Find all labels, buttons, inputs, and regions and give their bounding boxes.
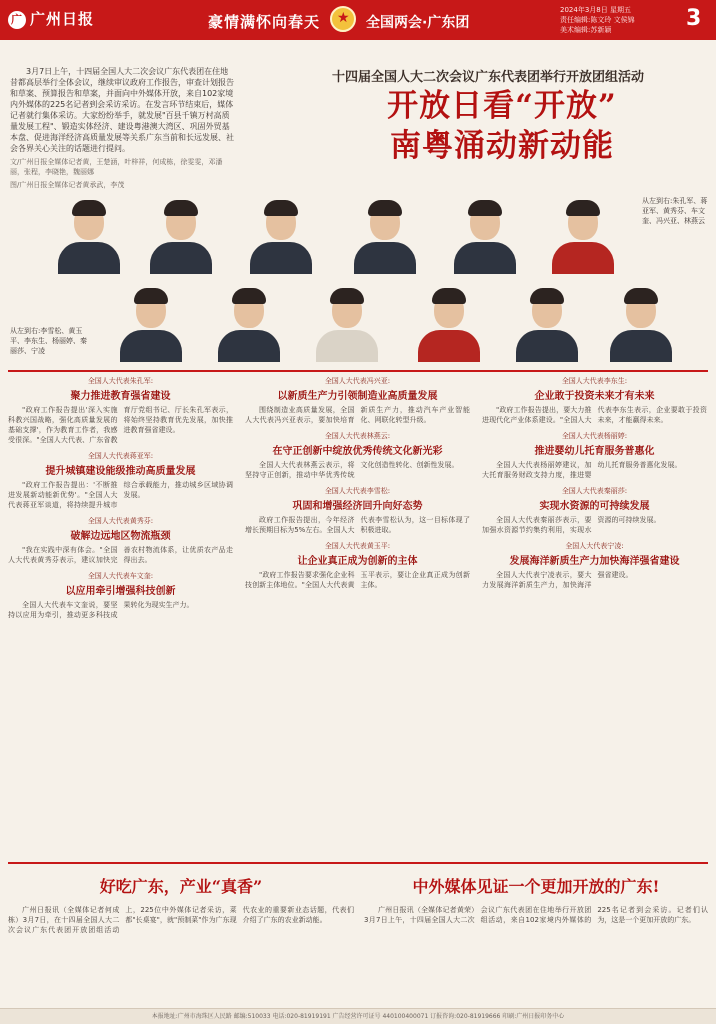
- story-title: 巩固和增强经济回升向好态势: [292, 501, 423, 512]
- story[interactable]: [8, 571, 233, 620]
- story-column: [8, 376, 233, 844]
- portrait-photo[interactable]: [512, 286, 582, 362]
- page-number: 3: [686, 6, 702, 31]
- story[interactable]: [245, 431, 470, 480]
- story-title: 发展海洋新质生产力加快海洋强省建设: [509, 556, 680, 567]
- headline-line-2: 南粤涌动新动能: [390, 128, 614, 164]
- story-byline: 全国人大代表蒋亚军:: [87, 452, 154, 460]
- story[interactable]: [245, 376, 470, 425]
- bottom-story-title: 中外媒体见证一个更加开放的广东!: [412, 877, 660, 896]
- story-column: [482, 376, 707, 844]
- story-text: 全国人大代表秦丽莎表示，要加强水资源节约集约利用，实现水资源的可持续发展。: [482, 516, 661, 534]
- story-byline: 全国人大代表车文奎:: [87, 572, 154, 580]
- story[interactable]: [245, 541, 470, 590]
- intro-block: [10, 66, 236, 190]
- art-editor-line: 美术编辑:苏新颖: [560, 26, 612, 34]
- story[interactable]: [8, 376, 233, 445]
- headline-line-1: 开放日看“开放”: [387, 88, 617, 124]
- section-divider: [8, 370, 708, 372]
- story-byline: 全国人大代表朱孔军:: [87, 377, 154, 385]
- story-text: 全国人大代表宁凌表示，要大力发展海洋新质生产力，加快海洋强省建设。: [482, 571, 633, 589]
- section-name: 全国两会·广东团: [366, 15, 470, 31]
- portrait-photo[interactable]: [146, 198, 216, 274]
- story-title: 在守正创新中绽放优秀传统文化新光彩: [272, 446, 443, 457]
- stories-area: [8, 376, 708, 844]
- date-line: 2024年3月8日 星期五: [560, 6, 631, 14]
- subheadline: 十四届全国人大二次会议广东代表团举行开放团组活动: [331, 70, 644, 85]
- page-footer: 本报地址:广州市海珠区人民路 邮编:510033 电话:020-81919191 广告经营许可证号 440100400071 订报咨询:020-81919666 印刷:广州日报印务中心: [0, 1008, 716, 1024]
- masthead: [0, 0, 716, 40]
- portrait-photo[interactable]: [606, 286, 676, 362]
- story[interactable]: [8, 451, 233, 510]
- story-byline: 全国人大代表李雪松:: [324, 487, 391, 495]
- bottom-story-right[interactable]: [364, 874, 708, 1004]
- story[interactable]: [245, 486, 470, 535]
- bottom-story-title: 好吃广东，产业“真香”: [99, 877, 263, 896]
- portrait-photo[interactable]: [450, 198, 520, 274]
- story[interactable]: [482, 376, 707, 425]
- story-text: "政府工作报告要求强化企业科技创新主体地位。"全国人大代表黄玉平表示，要让企业真正成为创新主体。: [245, 571, 470, 589]
- portrait-photo[interactable]: [54, 198, 124, 274]
- main-headline: [302, 86, 702, 166]
- section-divider: [8, 862, 708, 864]
- story[interactable]: [482, 486, 707, 535]
- slogan: 豪情满怀向春天: [208, 13, 321, 31]
- story-title: 企业敢于投资未来才有未来: [534, 391, 655, 402]
- bottom-story-text: 广州日报讯（全媒体记者黄荣）3月7日上午，十四届全国人大二次会议广东代表团在住地举行开放团组活动，来自102家境内外媒体的225名记者到会采访。记者们认为，这是一个更加开放的广东。: [364, 906, 708, 924]
- portrait-photo[interactable]: [246, 198, 316, 274]
- story-byline: 全国人大代表李东生:: [561, 377, 628, 385]
- portrait-photo[interactable]: [350, 198, 420, 274]
- story-text: 全国人大代表林燕云表示，将坚持守正创新，推动中华优秀传统文化创造性转化、创新性发展。: [245, 461, 459, 479]
- story-column: [245, 376, 470, 844]
- photo-caption-top: 从左到右:朱孔军、蒋亚军、黄秀芬、车文奎、冯兴亚、林燕云: [642, 197, 708, 225]
- logo-icon: 广: [8, 11, 26, 29]
- portrait-photo[interactable]: [414, 286, 484, 362]
- story-title: 实现水资源的可持续发展: [539, 501, 650, 512]
- story-title: 以应用牵引增强科技创新: [65, 586, 176, 597]
- story-title: 破解边远地区物流瓶颈: [70, 531, 171, 542]
- story-byline: 全国人大代表黄玉平:: [324, 542, 391, 550]
- story-text: "我在实践中深有体会。"全国人大代表黄秀芬表示，建议加快完善农村物流体系，让优质农产品走得出去。: [8, 546, 233, 564]
- logo-text: 广州日报: [30, 10, 95, 28]
- national-emblem-icon: [330, 6, 356, 32]
- bottom-stories: [8, 874, 708, 1004]
- story-text: "政府工作报告提出'深入实施科教兴国战略，强化高质量发展的基础支撑'，作为教育工作者，我感受很深。"全国人大代表、广东省教育厅党组书记、厅长朱孔军表示，将始终坚持教育优先发展，加快推进教育强省建设。: [8, 406, 233, 444]
- story-byline: 全国人大代表秦丽莎:: [561, 487, 628, 495]
- story-byline: 全国人大代表宁凌:: [565, 542, 624, 550]
- story-text: "政府工作报告提出：'不断推进发展新动能新优势'。"全国人大代表蒋亚军谈道，将持续提升城市综合承载能力，推动城乡区域协调发展。: [8, 481, 233, 509]
- story-byline: 全国人大代表黄秀芬:: [87, 517, 154, 525]
- story-title: 聚力推进教育强省建设: [70, 391, 171, 402]
- portrait-photo[interactable]: [116, 286, 186, 362]
- bottom-story-left[interactable]: [8, 874, 354, 1004]
- text-credit: 文/广州日报全媒体记者黄，王楚涵，叶梓祥，何成栋，徐雯雯，邓潘丽，张程，李晓艳，魏丽娜: [10, 158, 223, 176]
- photo-caption-bottom: 从左到右:李雪松、黄玉平、李东生、杨丽婷、秦丽莎、宁凌: [10, 327, 87, 355]
- story-text: 全国人大代表杨丽婷建议，加大托育服务财政支持力度，推进婴幼儿托育服务普惠化发展。: [482, 461, 682, 479]
- portrait-band: [0, 190, 716, 368]
- photo-credit: 图/广州日报全媒体记者黄承武，李茂: [10, 181, 125, 189]
- story-byline: 全国人大代表林燕云:: [324, 432, 391, 440]
- story-title: 让企业真正成为创新的主体: [297, 556, 418, 567]
- story-title: 提升城镇建设能级推动高质量发展: [45, 466, 196, 477]
- story[interactable]: [482, 541, 707, 590]
- story-text: 全国人大代表车文奎说，要坚持以应用为牵引，推动更多科技成果转化为现实生产力。: [8, 601, 194, 619]
- story-byline: 全国人大代表杨丽婷:: [561, 432, 628, 440]
- story-byline: 全国人大代表冯兴亚:: [324, 377, 391, 385]
- story-title: 推进婴幼儿托育服务普惠化: [534, 446, 655, 457]
- story-text: 围绕制造业高质量发展，全国人大代表冯兴亚表示，要加快培育新质生产力，推动汽车产业智能化、网联化转型升级。: [245, 406, 470, 424]
- bottom-story-text: 广州日报讯（全媒体记者何成栋）3月7日，在十四届全国人大二次会议广东代表团开放团组活动上，225位中外媒体记者采访，菜都"长桌宴"，就"预制菜"作为广东现代农业的重要新业态话题，代表们介绍了广东的农业新动能。: [8, 906, 354, 934]
- newspaper-logo[interactable]: [8, 8, 94, 29]
- story[interactable]: [8, 516, 233, 565]
- story-text: "政府工作报告提出，要大力推进现代化产业体系建设。"全国人大代表李东生表示，企业要敢于投资未来，才能赢得未来。: [482, 406, 707, 424]
- portrait-photo[interactable]: [214, 286, 284, 362]
- portrait-photo[interactable]: [548, 198, 618, 274]
- story-text: 政府工作报告提出，今年经济增长预期目标为5%左右。全国人大代表李雪松认为，这一目标体现了积极进取。: [245, 516, 470, 534]
- story[interactable]: [482, 431, 707, 480]
- intro-text: 3月7日上午，十四届全国人大二次会议广东代表团在住地昔都高层举行全体会议，继续审议政府工作报告，审查计划报告和草案、预算报告和草案，并面向中外媒体开放，来自102家境内外媒体的225名记者到会采访采访。在发言环节结束后，媒体记者就行集体采访。大家纷纷举手，就发展"百县千镇万村高质量发展工程"、锻造实体经济、建设粤港澳大湾区、巩固外贸基本盘、促进海洋经济高质量发展等关系广东当前和长远发展、社会各界关心关注的话题进行提问。: [10, 67, 234, 153]
- editor-line: 责任编辑:陈文玲 文侯锦: [560, 16, 635, 24]
- story-title: 以新质生产力引领制造业高质量发展: [277, 391, 438, 402]
- date-info: [560, 5, 635, 35]
- portrait-photo[interactable]: [312, 286, 382, 362]
